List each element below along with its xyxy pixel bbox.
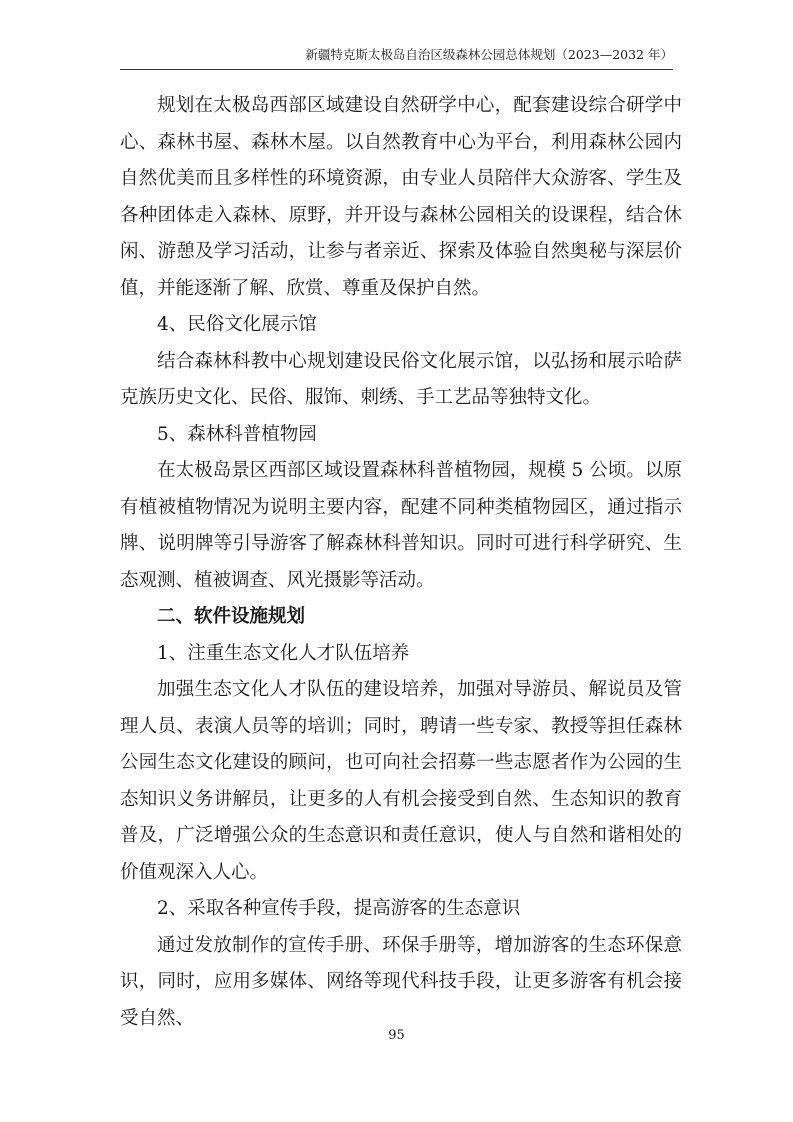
paragraph-publicity: 通过发放制作的宣传手册、环保手册等，增加游客的生态环保意识，同时，应用多媒体、网络等现代科技手段，让更多游客有机会接受自然、 bbox=[120, 934, 682, 1029]
paragraph-talent: 加强生态文化人才队伍的建设培养，加强对导游员、解说员及管理人员、表演人员等的培训；同时，聘请一些专家、教授等担任森林公园生态文化建设的顾问，也可向社会招募一些志愿者作为公园的生态知识义务讲解员，让更多的人有机会接受到自然、生态知识的教育普及，广泛增强公众的生态意识和责任意识，使人与自然和谐相处的价值观深入人心。 bbox=[120, 679, 682, 883]
item-heading-folk-museum: 4、民俗文化展示馆 bbox=[157, 314, 317, 335]
item-heading-botanical-garden: 5、森林科普植物园 bbox=[157, 423, 317, 445]
header-title: 新疆特克斯太极岛自治区级森林公园总体规划（2023—2032 年） bbox=[305, 47, 673, 62]
running-header bbox=[120, 40, 673, 70]
page-number: 95 bbox=[388, 1028, 405, 1043]
body-text bbox=[120, 88, 682, 1037]
paragraph-folk-museum: 结合森林科教中心规划建设民俗文化展示馆，以弘扬和展示哈萨克族历史文化、民俗、服饰、刺绣、手工艺品等独特文化。 bbox=[120, 350, 682, 408]
section-heading-software: 二、软件设施规划 bbox=[157, 606, 306, 627]
item-heading-publicity: 2、采取各种宣传手段，提高游客的生态意识 bbox=[157, 898, 521, 919]
paragraph-botanical-garden: 在太极岛景区西部区域设置森林科普植物园，规模 5 公顷。以原有植被植物情况为说明主要内容，配建不同种类植物园区，通过指示牌、说明牌等引导游客了解森林科普知识。同时可进行科学研究、生态观测、植被调查、风光摄影等活动。 bbox=[120, 460, 682, 591]
item-heading-talent: 1、注重生态文化人才队伍培养 bbox=[157, 642, 410, 664]
paragraph-research-center: 规划在太极岛西部区域建设自然研学中心，配套建设综合研学中心、森林书屋、森林木屋。以自然教育中心为平台，利用森林公园内自然优美而且多样性的环境资源，由专业人员陪伴大众游客、学生及各种团体走入森林、原野，并开设与森林公园相关的设课程，结合休闲、游憩及学习活动，让参与者亲近、探索及体验自然奥秘与深层价值，并能逐渐了解、欣赏、尊重及保护自然。 bbox=[120, 95, 682, 299]
